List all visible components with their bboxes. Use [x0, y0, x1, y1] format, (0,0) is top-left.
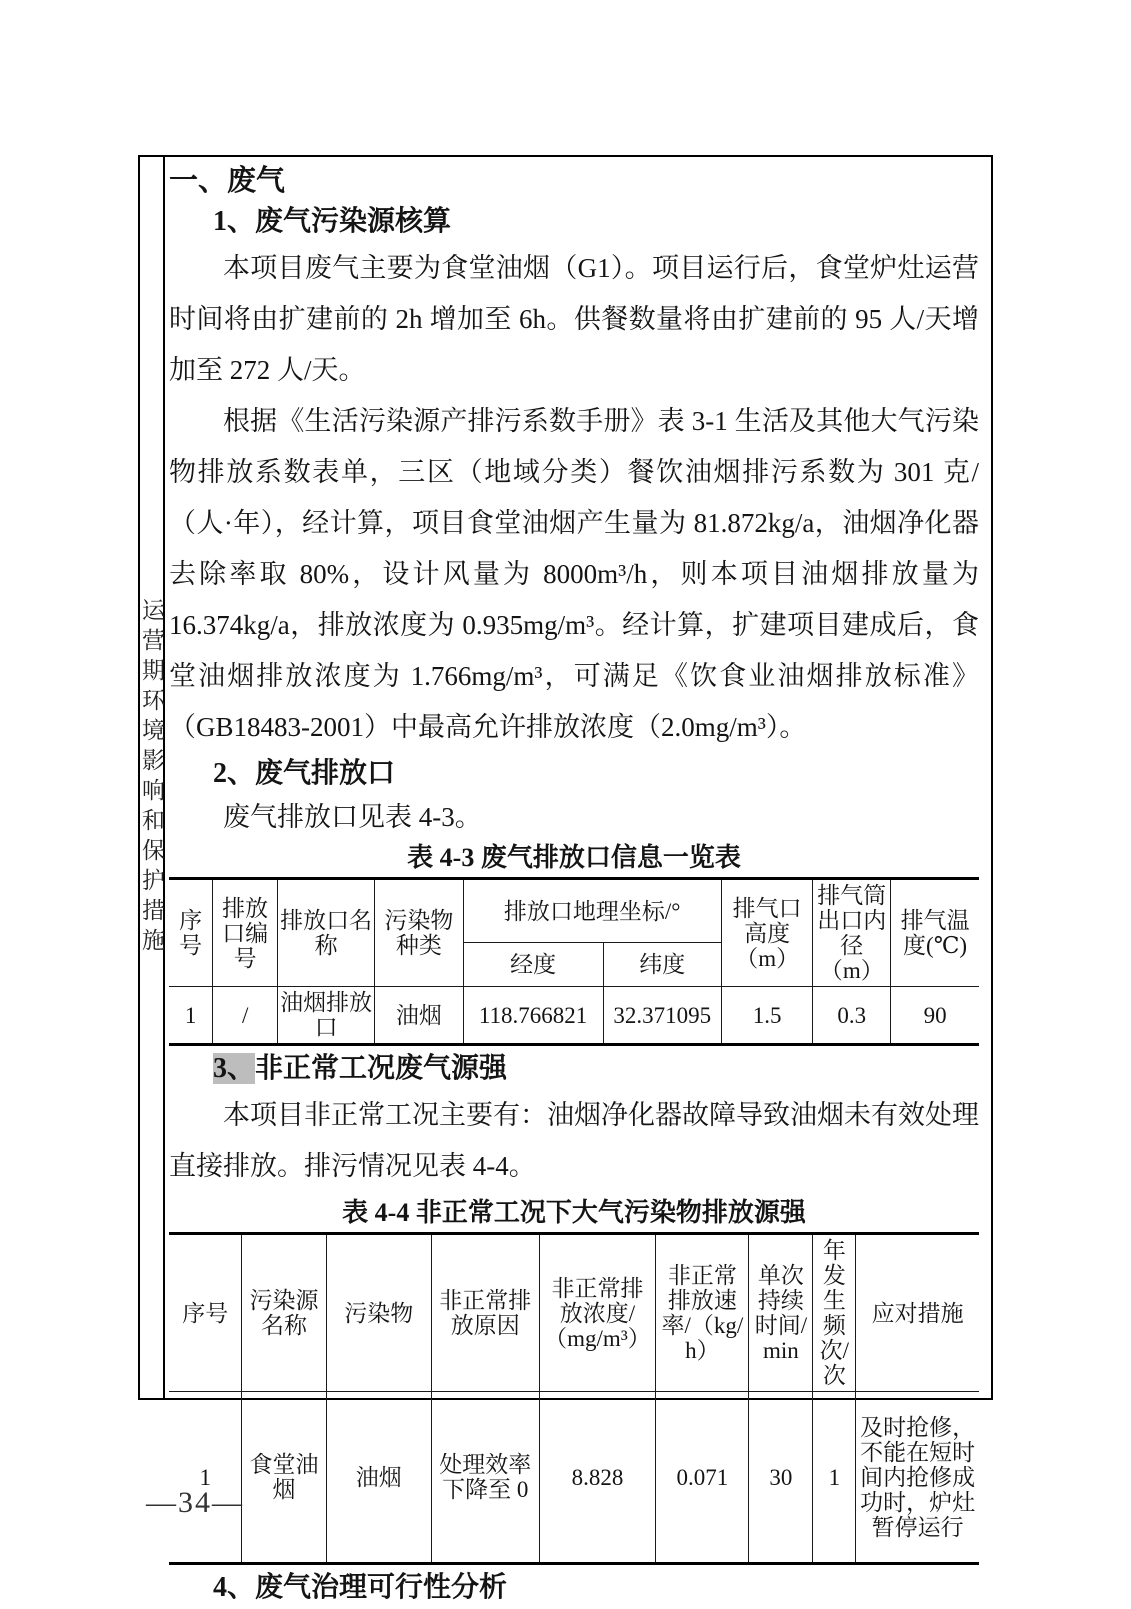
table-cell: 1: [169, 987, 213, 1045]
table-4-4: [169, 1232, 979, 1565]
paragraph-project-waste-gas: 本项目废气主要为食堂油烟（G1）。项目运行后，食堂炉灶运营时间将由扩建前的 2h 增加至 6h。供餐数量将由扩建前的 95 人/天增加至 272 人/天。: [169, 253, 979, 385]
table-cell: 油烟排放口: [278, 987, 375, 1045]
table-cell: 0.071: [656, 1392, 749, 1564]
table-header-cell: 排气温度(℃): [891, 879, 979, 987]
table-cell: 1: [169, 1392, 242, 1564]
table-cell: 及时抢修，不能在短时间内抢修成功时，炉灶暂停运行: [856, 1392, 979, 1564]
paragraph-abnormal-condition: 本项目非正常工况主要有：油烟净化器故障导致油烟未有效处理直接排放。排污情况见表 4-4。: [169, 1100, 979, 1181]
table-cell: 118.766821: [463, 987, 603, 1045]
table-cell: 处理效率下降至 0: [431, 1392, 539, 1564]
subsection-3-heading-text: 非正常工况废气源强: [255, 1053, 508, 1084]
paragraph-outlet-reference: 废气排放口见表 4-3。: [223, 802, 482, 832]
table-header-cell: 污染物: [326, 1234, 431, 1392]
table-row: [169, 879, 979, 943]
subsection-2-heading: 2、废气排放口: [213, 758, 396, 789]
table-header-cell: 年发生频次/次: [813, 1234, 856, 1392]
subsection-3-heading: [169, 1048, 979, 1090]
table-cell: 食堂油烟: [242, 1392, 326, 1564]
table-row: [169, 987, 979, 1045]
table-cell: 0.3: [813, 987, 891, 1045]
table-4-4-caption: 表 4-4 非正常工况下大气污染物排放源强: [342, 1198, 806, 1227]
sidebar-chapter-strip: [140, 157, 165, 1398]
table-header-cell: 污染物种类: [375, 879, 463, 987]
table-cell: 90: [891, 987, 979, 1045]
table-header-cell: 非正常排放速率/（kg/h）: [656, 1234, 749, 1392]
table-cell: 8.828: [539, 1392, 656, 1564]
table-cell: 油烟: [375, 987, 463, 1045]
table-header-cell: 序号: [169, 879, 213, 987]
table-header-cell: 纬度: [603, 943, 721, 987]
highlighted-text: 3、: [213, 1053, 256, 1084]
section-heading-waste-gas: 一、废气: [169, 165, 286, 197]
table-header-cell: 非正常排放原因: [431, 1234, 539, 1392]
table-cell: 30: [749, 1392, 813, 1564]
table-header-cell: 单次持续时间/min: [749, 1234, 813, 1392]
table-header-cell: 排放口名称: [278, 879, 375, 987]
table-header-cell: 污染源名称: [242, 1234, 326, 1392]
table-row: [169, 1392, 979, 1564]
table-header-cell: 应对措施: [856, 1234, 979, 1392]
table-4-3: [169, 877, 979, 1046]
table-header-cell: 经度: [463, 943, 603, 987]
table-header-cell: 排气口高度（m）: [721, 879, 813, 987]
sidebar-vertical-label: 运营期环境影响和保护措施: [139, 597, 164, 958]
table-cell: 1.5: [721, 987, 813, 1045]
table-header-cell: 排放口编号: [213, 879, 278, 987]
table-cell: /: [213, 987, 278, 1045]
table-row: [169, 1234, 979, 1392]
subsection-1-heading: 1、废气污染源核算: [213, 206, 452, 237]
subsection-4-heading: 4、废气治理可行性分析: [213, 1572, 508, 1603]
page-number: —34—: [146, 1486, 244, 1519]
table-cell: 油烟: [326, 1392, 431, 1564]
table-header-cell: 排气筒出口内径（m）: [813, 879, 891, 987]
table-cell: 1: [813, 1392, 856, 1564]
table-4-3-caption: 表 4-3 废气排放口信息一览表: [407, 843, 741, 872]
table-cell: 32.371095: [603, 987, 721, 1045]
table-header-cell: 序号: [169, 1234, 242, 1392]
table-header-cell-geo-group: 排放口地理坐标/°: [463, 879, 721, 943]
table-header-cell: 非正常排放浓度/（mg/m³）: [539, 1234, 656, 1392]
paragraph-emission-calculation: 根据《生活污染源产排污系数手册》表 3-1 生活及其他大气污染物排放系数表单，三区（地域分类）餐饮油烟排污系数为 301 克/（人·年），经计算，项目食堂油烟产生量为 81.872kg/a，油烟净化器去除率取 80%，设计风量为 8000m³/h，则本项目油烟排放量为 16.374kg/a，排放浓度为 0.935mg/m³。经计算，扩建项目建成后，食堂油烟排放浓度为 1.766mg/m³，可满足《饮食业油烟排放标准》（GB18483-2001）中最高允许排放浓度（2.0mg/m³）。: [169, 406, 979, 742]
